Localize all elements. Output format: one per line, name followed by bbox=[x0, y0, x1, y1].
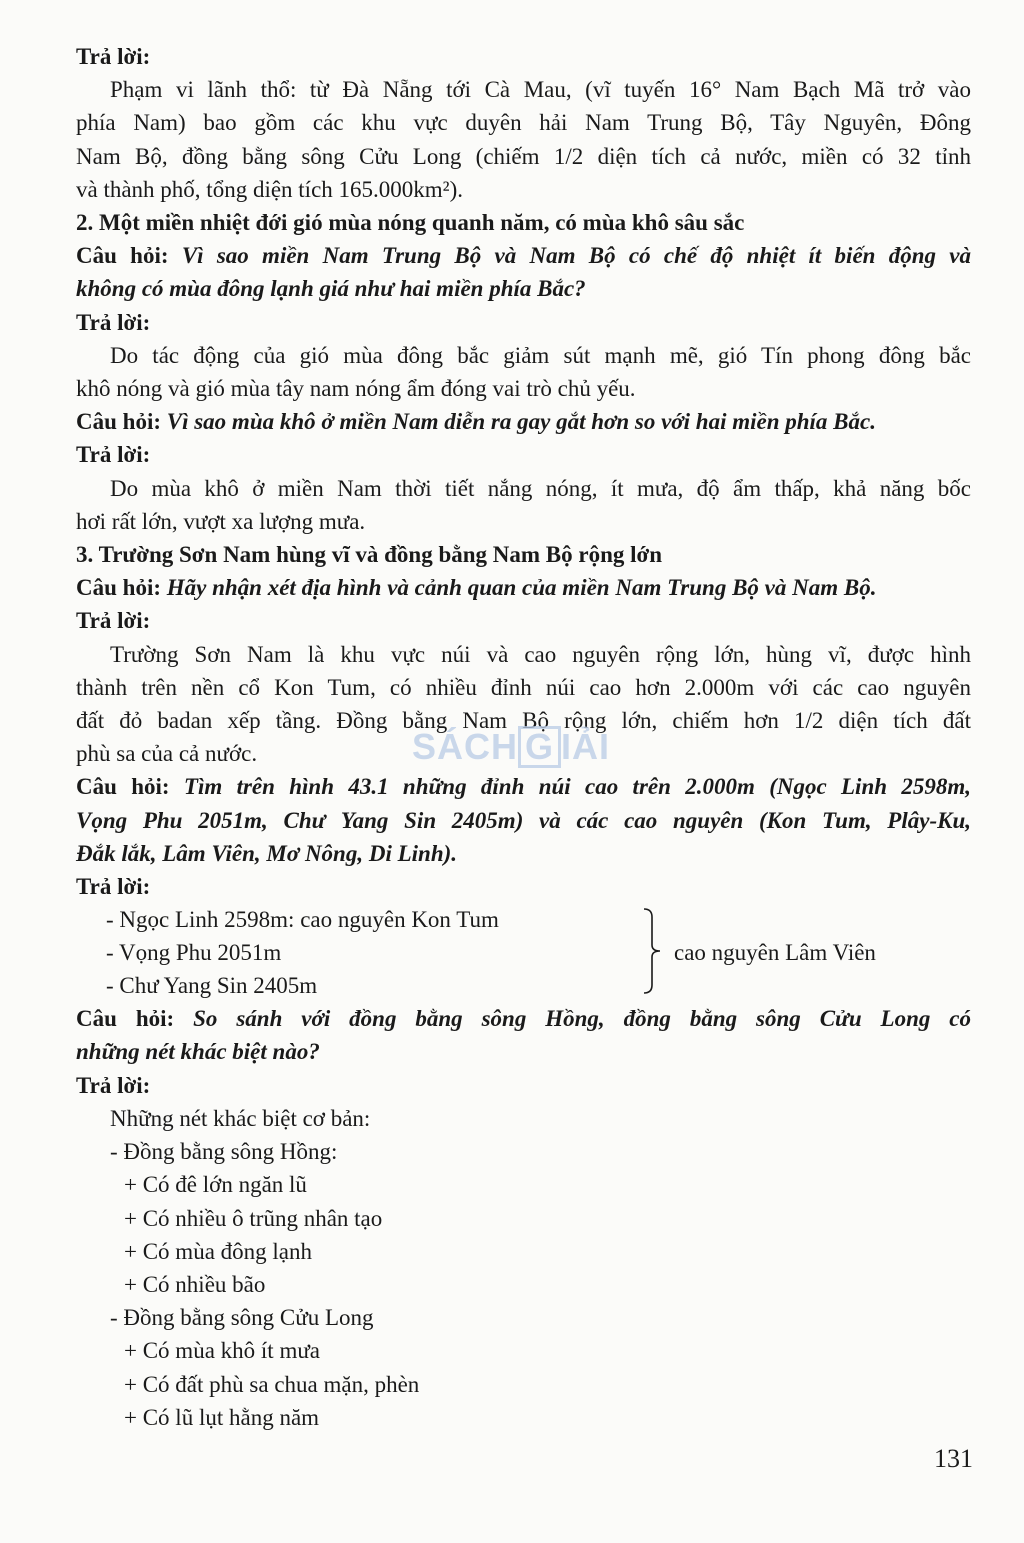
paragraph-line: thành trên nền cổ Kon Tum, có nhiều đỉnh núi cao hơn 2.000m với các cao nguyên bbox=[76, 674, 971, 700]
paragraph-line: Do tác động của gió mùa đông bắc giảm sút mạnh mẽ, gió Tín phong đông bắc bbox=[110, 342, 971, 368]
paragraph-line: Do mùa khô ở miền Nam thời tiết nắng nóng, ít mưa, độ ẩm thấp, khả năng bốc bbox=[110, 475, 971, 501]
paragraph-line: Trường Sơn Nam là khu vực núi và cao nguyên rộng lớn, hùng vĩ, được hình bbox=[110, 641, 971, 667]
plateau-label: cao nguyên Lâm Viên bbox=[674, 940, 876, 966]
question-text: Vọng Phu 2051m, Chư Yang Sin 2405m) và các cao nguyên (Kon Tum, Plây-Ku, bbox=[76, 807, 971, 833]
list-item: + Có đê lớn ngăn lũ bbox=[124, 1172, 307, 1198]
list-item: + Có nhiều bão bbox=[124, 1271, 266, 1297]
peak-item: - Vọng Phu 2051m bbox=[106, 940, 282, 966]
question-label: Câu hỏi: bbox=[76, 409, 161, 435]
watermark-logo: SÁCH G IẢI bbox=[412, 726, 611, 767]
answer-label: Trả lời: bbox=[76, 874, 151, 900]
question-label: Câu hỏi: bbox=[76, 1006, 175, 1032]
paragraph-line: phù sa của cả nước. bbox=[76, 741, 258, 767]
paragraph-line: khô nóng và gió mùa tây nam nóng ẩm đóng vai trò chủ yếu. bbox=[76, 376, 636, 402]
peak-item: - Ngọc Linh 2598m: cao nguyên Kon Tum bbox=[106, 907, 499, 933]
answer-label: Trả lời: bbox=[76, 608, 151, 634]
list-heading: - Đồng bằng sông Cửu Long bbox=[110, 1305, 374, 1331]
paragraph-line: và thành phố, tổng diện tích 165.000km²). bbox=[76, 176, 463, 202]
answer-label: Trả lời: bbox=[76, 442, 151, 468]
question-text: Vì sao mùa khô ở miền Nam diễn ra gay gắt hơn so với hai miền phía Bắc. bbox=[166, 409, 876, 435]
peak-item: - Chư Yang Sin 2405m bbox=[106, 973, 318, 999]
answer-label: Trả lời: bbox=[76, 44, 151, 69]
peaks-list bbox=[76, 903, 971, 1002]
question-text: Vì sao miền Nam Trung Bộ và Nam Bộ có chế độ nhiệt ít biến động và bbox=[181, 243, 971, 269]
question-label: Câu hỏi: bbox=[76, 243, 169, 269]
section-heading: 2. Một miền nhiệt đới gió mùa nóng quanh năm, có mùa khô sâu sắc bbox=[76, 210, 745, 236]
paragraph-line: hơi rất lớn, vượt xa lượng mưa. bbox=[76, 508, 366, 534]
paragraph-line: Phạm vi lãnh thổ: từ Đà Nẵng tới Cà Mau, (vĩ tuyến 16° Nam Bạch Mã trở vào bbox=[110, 77, 971, 103]
question-text: Hãy nhận xét địa hình và cảnh quan của miền Nam Trung Bộ và Nam Bộ. bbox=[166, 575, 877, 601]
answer-label: Trả lời: bbox=[76, 309, 151, 335]
question-text: không có mùa đông lạnh giá như hai miền phía Bắc? bbox=[76, 276, 586, 302]
list-item: + Có đất phù sa chua mặn, phèn bbox=[124, 1371, 420, 1397]
answer-label: Trả lời: bbox=[76, 1072, 151, 1098]
question-text: So sánh với đồng bằng sông Hồng, đồng bằng sông Cửu Long có bbox=[193, 1006, 972, 1032]
paragraph-line: phía Nam) bao gồm các khu vực duyên hải Nam Trung Bộ, Tây Nguyên, Đông bbox=[76, 110, 971, 136]
question-label: Câu hỏi: bbox=[76, 774, 170, 800]
list-item: + Có mùa khô ít mưa bbox=[124, 1338, 321, 1364]
list-heading: - Đồng bằng sông Hồng: bbox=[110, 1139, 338, 1165]
question-line bbox=[76, 405, 971, 438]
paragraph-line: Những nét khác biệt cơ bản: bbox=[110, 1105, 371, 1131]
section-heading: 3. Trường Sơn Nam hùng vĩ và đồng bằng Nam Bộ rộng lớn bbox=[76, 542, 663, 568]
page-number: 131 bbox=[934, 1444, 973, 1473]
question-line bbox=[76, 239, 971, 272]
question-text: những nét khác biệt nào? bbox=[76, 1039, 320, 1065]
paragraph-line: Nam Bộ, đồng bằng sông Cửu Long (chiếm 1/2 diện tích cả nước, miền có 32 tỉnh bbox=[76, 143, 971, 169]
question-line bbox=[76, 770, 971, 803]
list-item: + Có nhiều ô trũng nhân tạo bbox=[124, 1205, 383, 1231]
question-text: Đắk lắk, Lâm Viên, Mơ Nông, Di Linh). bbox=[76, 840, 458, 866]
brace-icon bbox=[642, 907, 664, 995]
question-label: Câu hỏi: bbox=[76, 575, 161, 601]
question-line bbox=[76, 1002, 971, 1035]
question-line bbox=[76, 571, 971, 604]
list-item: + Có lũ lụt hằng năm bbox=[124, 1404, 320, 1430]
list-item: + Có mùa đông lạnh bbox=[124, 1238, 313, 1264]
question-text: Tìm trên hình 43.1 những đỉnh núi cao trên 2.000m (Ngọc Linh 2598m, bbox=[183, 774, 972, 800]
paragraph-line: đất đỏ badan xếp tầng. Đồng bằng Nam Bộ rộng lớn, chiếm hơn 1/2 diện tích đất bbox=[76, 708, 971, 734]
